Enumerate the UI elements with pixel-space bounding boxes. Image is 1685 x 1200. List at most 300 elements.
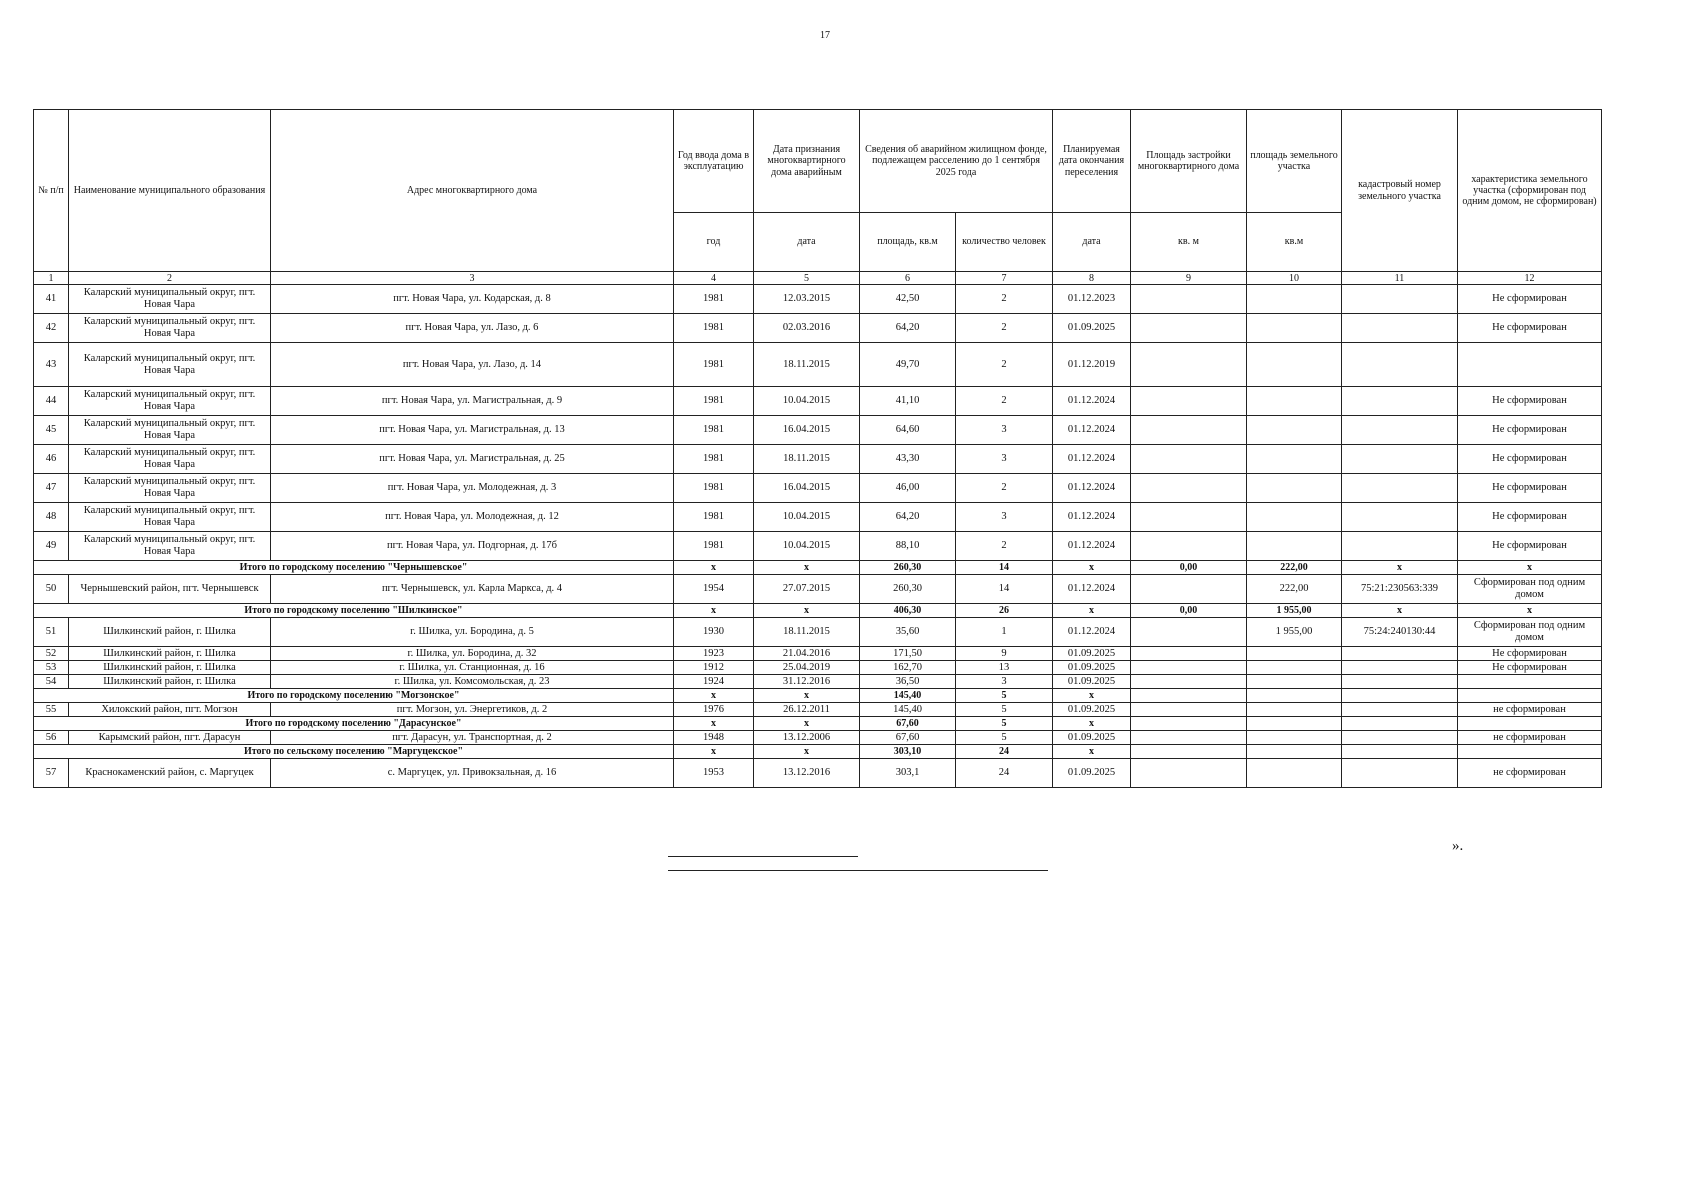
cell-cadastral: 75:21:230563:339: [1342, 575, 1458, 604]
cell-build-area: [1131, 731, 1247, 745]
cell-cadastral: x: [1342, 561, 1458, 575]
table-row: [34, 387, 1602, 416]
table-row: [34, 532, 1602, 561]
cell-build-area: [1131, 675, 1247, 689]
subtotal-row: [34, 561, 1602, 575]
cell-land-area: [1247, 474, 1342, 503]
cell-build-area: [1131, 618, 1247, 647]
subtotal-label: Итого по городскому поселению "Шилкинское": [34, 604, 674, 618]
subtotal-row: [34, 604, 1602, 618]
cell-year: 1981: [674, 343, 754, 387]
cell-area: 64,60: [860, 416, 956, 445]
cell-year: 1981: [674, 416, 754, 445]
cell-land-characteristic: x: [1458, 604, 1602, 618]
cell-land-characteristic: [1458, 717, 1602, 731]
cell-area: 41,10: [860, 387, 956, 416]
cell-people: 2: [956, 285, 1053, 314]
cell-build-area: [1131, 532, 1247, 561]
table-row: [34, 731, 1602, 745]
cell-plan-date: 01.09.2025: [1053, 647, 1131, 661]
header-land-area: площадь земельного участка: [1247, 110, 1342, 213]
cell-area: 36,50: [860, 675, 956, 689]
cell-municipality: Чернышевский район, пгт. Чернышевск: [69, 575, 271, 604]
table-row: [34, 703, 1602, 717]
cell-cadastral: [1342, 532, 1458, 561]
cell-address: г. Шилка, ул. Бородина, д. 5: [271, 618, 674, 647]
cell-municipality: Каларский муниципальный округ, пгт. Новая Чара: [69, 474, 271, 503]
cell-address: пгт. Чернышевск, ул. Карла Маркса, д. 4: [271, 575, 674, 604]
table-row: [34, 343, 1602, 387]
cell-plan-date: 01.09.2025: [1053, 759, 1131, 788]
cell-cadastral: [1342, 689, 1458, 703]
cell-address: с. Маргуцек, ул. Привокзальная, д. 16: [271, 759, 674, 788]
column-number: 2: [69, 272, 271, 285]
cell-municipality: Каларский муниципальный округ, пгт. Новая Чара: [69, 416, 271, 445]
subheader-people: количество человек: [956, 213, 1053, 272]
cell-year: 1953: [674, 759, 754, 788]
subheader-area: площадь, кв.м: [860, 213, 956, 272]
cell-plan-date: 01.12.2024: [1053, 445, 1131, 474]
column-number: 1: [34, 272, 69, 285]
subtotal-label: Итого по сельскому поселению "Маргуцекское": [34, 745, 674, 759]
cell-plan-date: 01.12.2024: [1053, 416, 1131, 445]
cell-cadastral: [1342, 647, 1458, 661]
cell-land-characteristic: Не сформирован: [1458, 285, 1602, 314]
cell-build-area: [1131, 285, 1247, 314]
cell-date: 18.11.2015: [754, 445, 860, 474]
cell-date: 31.12.2016: [754, 675, 860, 689]
cell-year: 1981: [674, 503, 754, 532]
cell-build-area: [1131, 717, 1247, 731]
cell-land-area: [1247, 285, 1342, 314]
cell-build-area: [1131, 445, 1247, 474]
cell-land-characteristic: не сформирован: [1458, 703, 1602, 717]
cell-build-area: [1131, 503, 1247, 532]
cell-people: 14: [956, 575, 1053, 604]
cell-plan-date: 01.09.2025: [1053, 731, 1131, 745]
cell-people: 2: [956, 387, 1053, 416]
cell-plan-date: 01.12.2024: [1053, 503, 1131, 532]
cell-cadastral: x: [1342, 604, 1458, 618]
cell-municipality: Каларский муниципальный округ, пгт. Новая Чара: [69, 445, 271, 474]
cell-no: 47: [34, 474, 69, 503]
cell-land-area: 1 955,00: [1247, 604, 1342, 618]
cell-no: 52: [34, 647, 69, 661]
cell-plan-date: 01.12.2024: [1053, 387, 1131, 416]
cell-cadastral: 75:24:240130:44: [1342, 618, 1458, 647]
cell-municipality: Карымский район, пгт. Дарасун: [69, 731, 271, 745]
cell-address: пгт. Новая Чара, ул. Молодежная, д. 12: [271, 503, 674, 532]
cell-land-area: 1 955,00: [1247, 618, 1342, 647]
subtotal-label: Итого по городскому поселению "Дарасунское": [34, 717, 674, 731]
header-municipality: Наименование муниципального образования: [69, 110, 271, 272]
cell-no: 50: [34, 575, 69, 604]
subheader-plan-date: дата: [1053, 213, 1131, 272]
cell-plan-date: x: [1053, 689, 1131, 703]
cell-address: пгт. Новая Чара, ул. Магистральная, д. 25: [271, 445, 674, 474]
cell-land-area: [1247, 661, 1342, 675]
cell-year: 1912: [674, 661, 754, 675]
cell-people: 5: [956, 703, 1053, 717]
table-row: [34, 445, 1602, 474]
cell-land-area: [1247, 503, 1342, 532]
cell-date: 27.07.2015: [754, 575, 860, 604]
cell-cadastral: [1342, 759, 1458, 788]
cell-people: 2: [956, 474, 1053, 503]
cell-land-characteristic: [1458, 343, 1602, 387]
cell-year: x: [674, 689, 754, 703]
cell-area: 64,20: [860, 503, 956, 532]
cell-people: 24: [956, 745, 1053, 759]
cell-address: г. Шилка, ул. Комсомольская, д. 23: [271, 675, 674, 689]
header-address: Адрес многоквартирного дома: [271, 110, 674, 272]
cell-land-area: [1247, 703, 1342, 717]
table-body: [34, 285, 1602, 788]
subtotal-row: [34, 689, 1602, 703]
cell-people: 3: [956, 416, 1053, 445]
subheader-date: дата: [754, 213, 860, 272]
cell-area: 406,30: [860, 604, 956, 618]
closing-quote: ».: [1452, 838, 1464, 854]
emergency-housing-table: [33, 109, 1602, 788]
cell-people: 1: [956, 618, 1053, 647]
cell-year: x: [674, 561, 754, 575]
cell-land-characteristic: Не сформирован: [1458, 387, 1602, 416]
cell-land-characteristic: x: [1458, 561, 1602, 575]
cell-cadastral: [1342, 703, 1458, 717]
cell-plan-date: 01.09.2025: [1053, 314, 1131, 343]
cell-no: 57: [34, 759, 69, 788]
cell-plan-date: x: [1053, 604, 1131, 618]
column-number: 8: [1053, 272, 1131, 285]
cell-land-characteristic: [1458, 689, 1602, 703]
cell-municipality: Каларский муниципальный округ, пгт. Новая Чара: [69, 343, 271, 387]
cell-build-area: [1131, 647, 1247, 661]
cell-address: пгт. Новая Чара, ул. Молодежная, д. 3: [271, 474, 674, 503]
cell-land-characteristic: Сформирован под одним домом: [1458, 618, 1602, 647]
cell-area: 162,70: [860, 661, 956, 675]
cell-land-characteristic: Не сформирован: [1458, 474, 1602, 503]
cell-year: x: [674, 604, 754, 618]
cell-land-area: [1247, 717, 1342, 731]
cell-plan-date: x: [1053, 717, 1131, 731]
cell-date: x: [754, 717, 860, 731]
table-row: [34, 416, 1602, 445]
cell-land-area: 222,00: [1247, 575, 1342, 604]
cell-land-area: [1247, 675, 1342, 689]
cell-cadastral: [1342, 717, 1458, 731]
column-number: 7: [956, 272, 1053, 285]
cell-address: пгт. Новая Чара, ул. Лазо, д. 14: [271, 343, 674, 387]
cell-build-area: [1131, 343, 1247, 387]
cell-plan-date: 01.09.2025: [1053, 703, 1131, 717]
header-no: № п/п: [34, 110, 69, 272]
cell-people: 5: [956, 717, 1053, 731]
signature-line: [668, 856, 858, 857]
cell-people: 2: [956, 314, 1053, 343]
cell-area: 145,40: [860, 689, 956, 703]
header-emergency-info: Сведения об аварийном жилищном фонде, подлежащем расселению до 1 сентября 2025 года: [860, 110, 1053, 213]
cell-no: 56: [34, 731, 69, 745]
cell-date: 02.03.2016: [754, 314, 860, 343]
cell-municipality: Каларский муниципальный округ, пгт. Новая Чара: [69, 532, 271, 561]
cell-area: 64,20: [860, 314, 956, 343]
cell-no: 43: [34, 343, 69, 387]
column-number: 6: [860, 272, 956, 285]
cell-land-area: [1247, 689, 1342, 703]
cell-plan-date: 01.12.2024: [1053, 474, 1131, 503]
cell-land-area: [1247, 343, 1342, 387]
cell-people: 13: [956, 661, 1053, 675]
header-date-recognized: Дата признания многоквартирного дома аварийным: [754, 110, 860, 213]
cell-municipality: Каларский муниципальный округ, пгт. Новая Чара: [69, 503, 271, 532]
cell-area: 43,30: [860, 445, 956, 474]
subtotal-row: [34, 745, 1602, 759]
cell-build-area: [1131, 387, 1247, 416]
cell-cadastral: [1342, 661, 1458, 675]
cell-land-area: [1247, 759, 1342, 788]
cell-date: 18.11.2015: [754, 618, 860, 647]
cell-build-area: 0,00: [1131, 604, 1247, 618]
cell-plan-date: 01.12.2024: [1053, 532, 1131, 561]
cell-cadastral: [1342, 416, 1458, 445]
cell-municipality: Шилкинский район, г. Шилка: [69, 675, 271, 689]
cell-date: 13.12.2016: [754, 759, 860, 788]
cell-cadastral: [1342, 731, 1458, 745]
cell-land-characteristic: Не сформирован: [1458, 661, 1602, 675]
cell-area: 88,10: [860, 532, 956, 561]
cell-build-area: 0,00: [1131, 561, 1247, 575]
column-number: 5: [754, 272, 860, 285]
cell-year: 1954: [674, 575, 754, 604]
cell-municipality: Шилкинский район, г. Шилка: [69, 618, 271, 647]
table-row: [34, 285, 1602, 314]
cell-land-characteristic: [1458, 745, 1602, 759]
cell-address: г. Шилка, ул. Станционная, д. 16: [271, 661, 674, 675]
cell-no: 53: [34, 661, 69, 675]
cell-year: 1948: [674, 731, 754, 745]
subheader-land-unit: кв.м: [1247, 213, 1342, 272]
header-year: Год ввода дома в эксплуатацию: [674, 110, 754, 213]
cell-date: 10.04.2015: [754, 503, 860, 532]
page-number: 17: [820, 30, 830, 41]
cell-build-area: [1131, 416, 1247, 445]
cell-land-characteristic: Не сформирован: [1458, 503, 1602, 532]
cell-land-characteristic: Сформирован под одним домом: [1458, 575, 1602, 604]
cell-plan-date: 01.12.2019: [1053, 343, 1131, 387]
cell-no: 45: [34, 416, 69, 445]
cell-cadastral: [1342, 343, 1458, 387]
cell-no: 48: [34, 503, 69, 532]
cell-plan-date: x: [1053, 745, 1131, 759]
cell-municipality: Хилокский район, пгт. Могзон: [69, 703, 271, 717]
cell-area: 260,30: [860, 575, 956, 604]
subtotal-label: Итого по городскому поселению "Могзонское": [34, 689, 674, 703]
table-row: [34, 503, 1602, 532]
cell-date: 13.12.2006: [754, 731, 860, 745]
cell-area: 303,1: [860, 759, 956, 788]
cell-area: 49,70: [860, 343, 956, 387]
cell-people: 24: [956, 759, 1053, 788]
column-number: 9: [1131, 272, 1247, 285]
cell-plan-date: 01.12.2024: [1053, 618, 1131, 647]
cell-build-area: [1131, 314, 1247, 343]
table-row: [34, 647, 1602, 661]
cell-date: x: [754, 745, 860, 759]
cell-year: 1981: [674, 474, 754, 503]
header-planned-date: Планируемая дата окончания переселения: [1053, 110, 1131, 213]
cell-date: 25.04.2019: [754, 661, 860, 675]
subtotal-label: Итого по городскому поселению "Чернышевское": [34, 561, 674, 575]
cell-no: 41: [34, 285, 69, 314]
cell-land-characteristic: не сформирован: [1458, 759, 1602, 788]
cell-municipality: Краснокаменский район, с. Маргуцек: [69, 759, 271, 788]
cell-cadastral: [1342, 745, 1458, 759]
cell-land-area: [1247, 445, 1342, 474]
signature-line-long: [668, 870, 1048, 871]
cell-date: 16.04.2015: [754, 416, 860, 445]
cell-address: пгт. Новая Чара, ул. Магистральная, д. 9: [271, 387, 674, 416]
cell-people: 5: [956, 731, 1053, 745]
subheader-build-unit: кв. м: [1131, 213, 1247, 272]
cell-cadastral: [1342, 474, 1458, 503]
cell-plan-date: 01.12.2024: [1053, 575, 1131, 604]
cell-area: 35,60: [860, 618, 956, 647]
cell-people: 2: [956, 343, 1053, 387]
cell-year: 1981: [674, 387, 754, 416]
cell-date: x: [754, 689, 860, 703]
cell-land-characteristic: Не сформирован: [1458, 532, 1602, 561]
cell-municipality: Шилкинский район, г. Шилка: [69, 647, 271, 661]
cell-people: 3: [956, 503, 1053, 532]
column-number: 4: [674, 272, 754, 285]
cell-year: 1923: [674, 647, 754, 661]
cell-land-characteristic: Не сформирован: [1458, 445, 1602, 474]
cell-land-area: [1247, 314, 1342, 343]
column-number: 10: [1247, 272, 1342, 285]
cell-address: пгт. Дарасун, ул. Транспортная, д. 2: [271, 731, 674, 745]
cell-people: 3: [956, 445, 1053, 474]
cell-land-characteristic: не сформирован: [1458, 731, 1602, 745]
cell-date: 16.04.2015: [754, 474, 860, 503]
cell-no: 46: [34, 445, 69, 474]
cell-people: 26: [956, 604, 1053, 618]
cell-year: 1976: [674, 703, 754, 717]
cell-municipality: Каларский муниципальный округ, пгт. Новая Чара: [69, 285, 271, 314]
cell-people: 3: [956, 675, 1053, 689]
table-row: [34, 675, 1602, 689]
cell-cadastral: [1342, 314, 1458, 343]
cell-plan-date: 01.09.2025: [1053, 675, 1131, 689]
table-row: [34, 618, 1602, 647]
cell-address: г. Шилка, ул. Бородина, д. 32: [271, 647, 674, 661]
subheader-year: год: [674, 213, 754, 272]
cell-date: 18.11.2015: [754, 343, 860, 387]
cell-year: 1981: [674, 285, 754, 314]
cell-address: пгт. Новая Чара, ул. Подгорная, д. 17б: [271, 532, 674, 561]
cell-build-area: [1131, 474, 1247, 503]
cell-land-characteristic: [1458, 675, 1602, 689]
cell-year: 1981: [674, 314, 754, 343]
cell-no: 54: [34, 675, 69, 689]
column-number: 11: [1342, 272, 1458, 285]
column-number: 3: [271, 272, 674, 285]
cell-area: 171,50: [860, 647, 956, 661]
table-row: [34, 759, 1602, 788]
cell-date: x: [754, 561, 860, 575]
cell-cadastral: [1342, 445, 1458, 474]
cell-area: 67,60: [860, 731, 956, 745]
cell-no: 51: [34, 618, 69, 647]
cell-build-area: [1131, 689, 1247, 703]
column-number: 12: [1458, 272, 1602, 285]
cell-municipality: Каларский муниципальный округ, пгт. Новая Чара: [69, 314, 271, 343]
cell-cadastral: [1342, 503, 1458, 532]
cell-land-area: [1247, 416, 1342, 445]
cell-land-area: [1247, 387, 1342, 416]
cell-land-area: [1247, 745, 1342, 759]
cell-year: x: [674, 717, 754, 731]
cell-address: пгт. Новая Чара, ул. Кодарская, д. 8: [271, 285, 674, 314]
cell-build-area: [1131, 745, 1247, 759]
cell-area: 260,30: [860, 561, 956, 575]
cell-no: 42: [34, 314, 69, 343]
column-number-row: [34, 272, 1602, 285]
cell-area: 145,40: [860, 703, 956, 717]
cell-year: 1930: [674, 618, 754, 647]
cell-plan-date: x: [1053, 561, 1131, 575]
cell-date: 10.04.2015: [754, 387, 860, 416]
cell-area: 303,10: [860, 745, 956, 759]
cell-date: x: [754, 604, 860, 618]
cell-address: пгт. Новая Чара, ул. Лазо, д. 6: [271, 314, 674, 343]
table-row: [34, 474, 1602, 503]
cell-people: 5: [956, 689, 1053, 703]
table-row: [34, 575, 1602, 604]
table-row: [34, 314, 1602, 343]
cell-address: пгт. Новая Чара, ул. Магистральная, д. 13: [271, 416, 674, 445]
table-row: [34, 661, 1602, 675]
cell-cadastral: [1342, 387, 1458, 416]
cell-year: 1981: [674, 445, 754, 474]
cell-plan-date: 01.12.2023: [1053, 285, 1131, 314]
cell-build-area: [1131, 703, 1247, 717]
cell-year: x: [674, 745, 754, 759]
cell-no: 49: [34, 532, 69, 561]
header-cadastral: кадастровый номер земельного участка: [1342, 110, 1458, 272]
cell-municipality: Каларский муниципальный округ, пгт. Новая Чара: [69, 387, 271, 416]
subtotal-row: [34, 717, 1602, 731]
cell-land-characteristic: Не сформирован: [1458, 314, 1602, 343]
cell-year: 1981: [674, 532, 754, 561]
cell-build-area: [1131, 759, 1247, 788]
cell-land-characteristic: Не сформирован: [1458, 416, 1602, 445]
cell-no: 44: [34, 387, 69, 416]
cell-build-area: [1131, 661, 1247, 675]
cell-cadastral: [1342, 675, 1458, 689]
cell-date: 26.12.2011: [754, 703, 860, 717]
header-land-characteristic: характеристика земельного участка (сформирован под одним домом, не сформирован): [1458, 110, 1602, 272]
cell-date: 21.04.2016: [754, 647, 860, 661]
cell-people: 9: [956, 647, 1053, 661]
cell-date: 10.04.2015: [754, 532, 860, 561]
cell-people: 14: [956, 561, 1053, 575]
cell-area: 42,50: [860, 285, 956, 314]
cell-people: 2: [956, 532, 1053, 561]
cell-land-area: 222,00: [1247, 561, 1342, 575]
cell-cadastral: [1342, 285, 1458, 314]
cell-municipality: Шилкинский район, г. Шилка: [69, 661, 271, 675]
